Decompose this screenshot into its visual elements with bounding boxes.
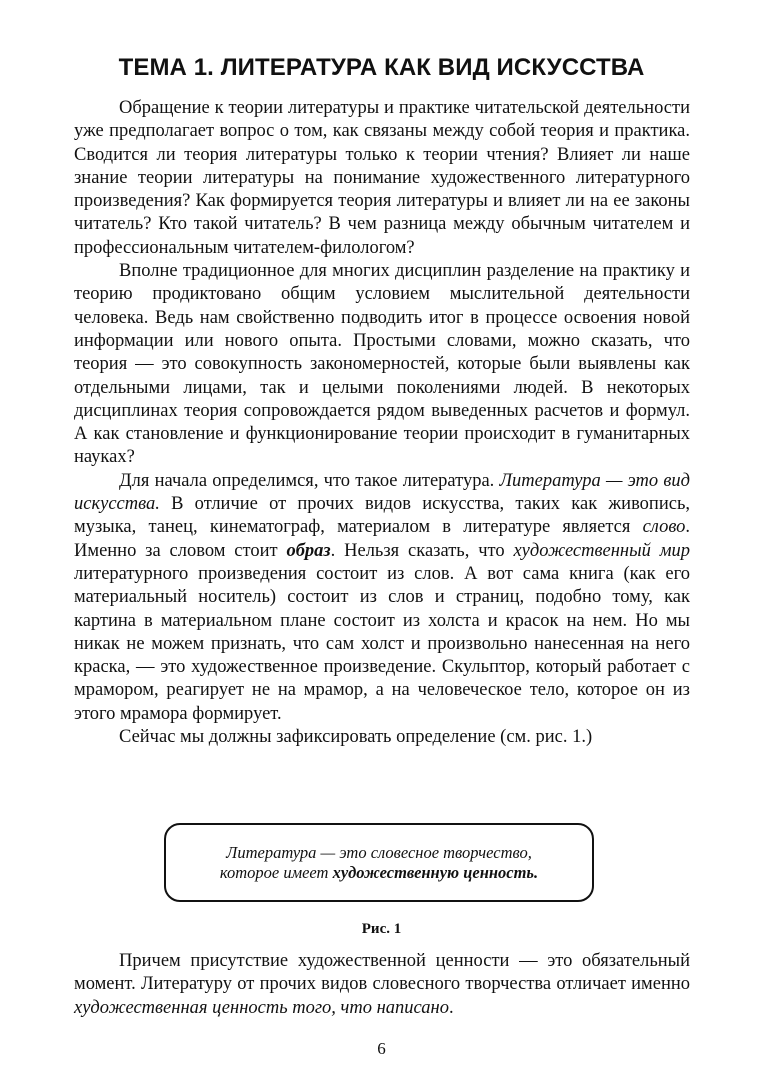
paragraph-1: Обращение к теории литературы и практике читательской деятельности уже предполагает вопрос о том, как связаны между собой теория и практика. Сводится ли теория литературы только к теории чтения? Влияет ли наше знание теории литературы на понимание художественного литературного произведения? Как формируется теория литературы и влияет ли на ее законы читатель? Кто такой читатель? В чем разница между обычным читателем и профессиональным читателем-филологом? [74, 98, 690, 258]
definition-line-2-prefix: которое имеет [219, 862, 329, 882]
page-title: ТЕМА 1. ЛИТЕРАТУРА КАК ВИД ИСКУССТВА [118, 54, 645, 81]
definition-line-1 [226, 843, 532, 863]
page-number: 6 [377, 1039, 386, 1058]
figure-caption: Рис. 1 [361, 921, 402, 937]
p5-text-2: . [448, 997, 454, 1018]
p3-text-4: . Нельзя сказать, что [330, 540, 505, 561]
main-text [74, 97, 690, 749]
definition-line-2-bold: художественную ценность. [332, 862, 539, 882]
p3-bold-image: образ [286, 540, 331, 561]
p3-italic-word: слово [642, 517, 686, 538]
paragraph-4: Сейчас мы должны зафиксировать определение (см. рис. 1.) [119, 727, 593, 748]
paragraph-5 [74, 950, 690, 1020]
p5-text-1: Причем присутствие художественной ценности — это обязательный момент. Литературу от прочих видов словесного творчества отличает именно [74, 951, 690, 995]
p5-italic: художественная ценность того, что написано [74, 997, 449, 1018]
definition-box [164, 823, 594, 902]
main-text-continued [74, 950, 690, 1020]
p3-text-1: Для начала определимся, что такое литература. [119, 470, 495, 491]
p3-text-3: . Именно за словом стоит [74, 517, 690, 561]
definition-line-2 [220, 863, 538, 883]
paragraph-3 [74, 470, 690, 726]
p3-text-2: В отличие от прочих видов искусства, таких как живопись, музыка, танец, кинематограф, материалом в литературе является [74, 494, 691, 538]
paragraph-2: Вполне традиционное для многих дисциплин разделение на практику и теорию продиктовано общим условием мыслительной деятельности человека. Ведь нам свойственно подводить итог в процессе освоения новой информации или нового опыта. Простыми словами, можно сказать, что теория — это совокупность закономерностей, которые были выявлены как отдельными лицами, так и целыми поколениями людей. В некоторых дисциплинах теория сопровождается рядом выведенных расчетов и формул. А как становление и функционирование теории происходит в гуманитарных науках? [74, 261, 690, 468]
definition-line-1-text: Литература — это словесное творчество, [226, 842, 532, 862]
p3-italic-world: художественный мир [513, 540, 691, 561]
p3-italic-definition: Литература — это вид искусства. [74, 470, 690, 515]
p3-text-5: литературного произведения состоит из слов. А вот сама книга (как его материальный носитель) состоит из слов и страниц, подобно тому, как картина в материальном плане состоит из холста и красок на нем. Но мы никак не можем признать, что сам холст и произвольно нанесенная на него краска, — это художественное произведение. Скульптор, который работает с мрамором, реагирует не на мрамор, а на человеческое тело, которое он из этого мрамора формирует. [74, 563, 690, 724]
